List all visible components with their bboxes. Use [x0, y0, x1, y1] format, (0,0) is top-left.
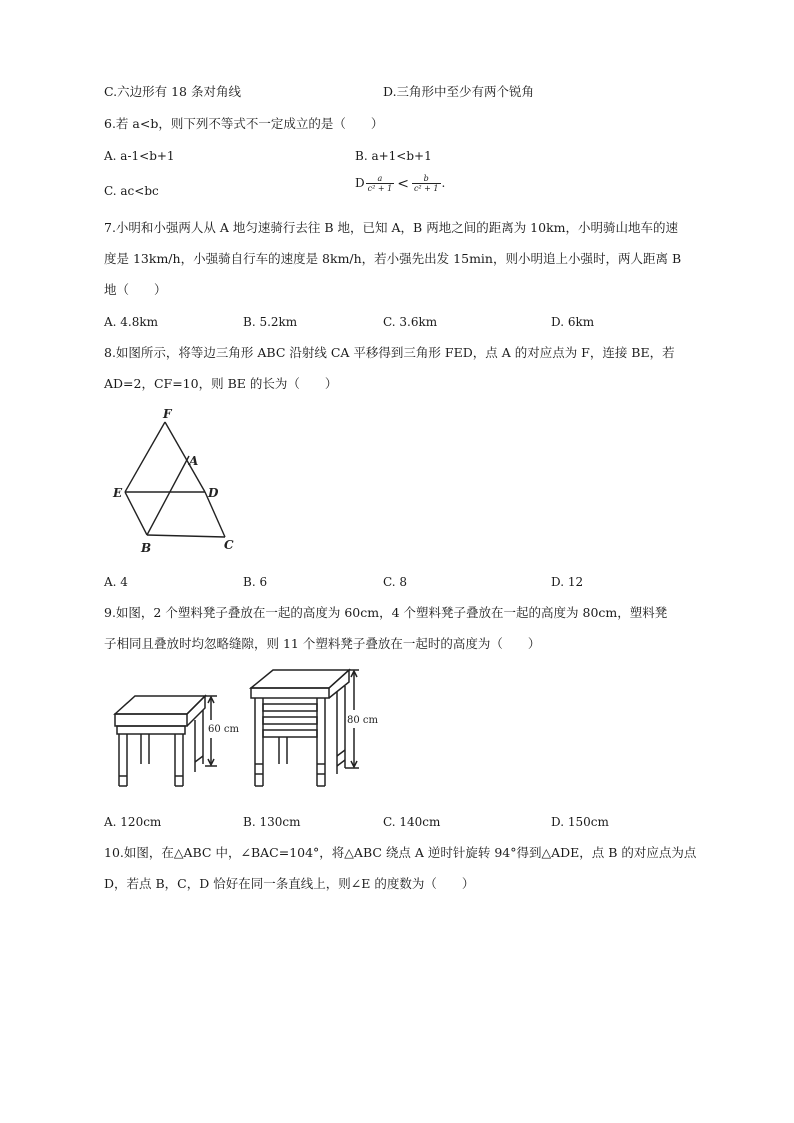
q9-option-b: B. 130cm	[243, 815, 301, 829]
fraction-a: $\frac{a}{\text{c² + 1}}$	[367, 174, 393, 193]
q7-stem-line3: 地（ ）	[104, 282, 167, 297]
label-80cm: 80 cm	[347, 715, 378, 726]
edge-be	[125, 492, 147, 535]
q10-stem-line2: D，若点 B，C，D 恰好在同一条直线上，则∠E 的度数为（ ）	[104, 876, 475, 891]
q8-option-b: B. 6	[243, 575, 268, 589]
less-than-sign: <	[397, 175, 409, 192]
label-e: E	[113, 486, 123, 500]
q6-stem: 6.若 a<b，则下列不等式不一定成立的是（ ）	[104, 116, 384, 131]
q8-stem-line1: 8.如图所示，将等边三角形 ABC 沿射线 CA 平移得到三角形 FED，点 A 的对应点为 F，连接 BE，若	[104, 345, 675, 360]
q7-option-a: A. 4.8km	[104, 315, 159, 329]
label-b: B	[141, 541, 152, 555]
triangle-translation-figure	[105, 402, 245, 560]
stool-top-seat-2	[251, 670, 349, 688]
q6-option-d	[355, 174, 445, 193]
q10-stem-line1: 10.如图，在△ABC 中，∠BAC=104°，将△ABC 绕点 A 逆时针旋转 94°得到△ADE，点 B 的对应点为点	[104, 845, 697, 860]
two-stool-stack	[115, 696, 205, 786]
label-60cm: 60 cm	[208, 724, 239, 735]
stacked-stools-figure	[105, 668, 395, 794]
q6-option-a: A. a-1<b+1	[104, 149, 175, 163]
q7-option-d: D. 6km	[551, 315, 595, 329]
fraction-b: $\frac{b}{\text{c² + 1}}$	[413, 174, 439, 193]
q8-option-c: C. 8	[383, 575, 408, 589]
figure-lines	[125, 422, 225, 537]
q7-option-c: C. 3.6km	[383, 315, 438, 329]
q9-stem-line1: 9.如图，2 个塑料凳子叠放在一起的高度为 60cm，4 个塑料凳子叠放在一起的高度为 80cm，塑料凳	[104, 605, 668, 620]
label-f: F	[163, 407, 172, 421]
q9-stem-line2: 子相同且叠放时均忽略缝隙，则 11 个塑料凳子叠放在一起时的高度为（ ）	[104, 636, 541, 651]
q7-stem-line2: 度是 13km/h，小强骑自行车的速度是 8km/h，若小强先出发 15min，则小明追上小强时，两人距离 B	[104, 251, 682, 266]
q9-option-c: C. 140cm	[383, 815, 441, 829]
q5-option-c: C.六边形有 18 条对角线	[104, 84, 241, 99]
stool-top-seat	[115, 696, 205, 714]
q7-option-b: B. 5.2km	[243, 315, 298, 329]
q6-option-b: B. a+1<b+1	[355, 149, 432, 163]
edge-fd	[165, 422, 205, 492]
q7-stem-line1: 7.小明和小强两人从 A 地匀速骑行去往 B 地，已知 A，B 两地之间的距离为 10km，小明骑山地车的速	[104, 220, 679, 235]
q6-option-d-prefix: D	[355, 176, 365, 190]
q8-stem-line2: AD=2，CF=10，则 BE 的长为（ ）	[104, 376, 338, 391]
q8-option-d: D. 12	[551, 575, 584, 589]
edge-fe	[125, 422, 165, 492]
q9-option-a: A. 120cm	[104, 815, 162, 829]
q6-option-d-suffix: .	[441, 176, 446, 190]
four-stool-stack	[251, 670, 349, 786]
label-d: D	[208, 486, 219, 500]
q8-option-a: A. 4	[104, 575, 128, 589]
edge-ba	[147, 456, 189, 535]
q5-option-d: D.三角形中至少有两个锐角	[383, 84, 535, 99]
q9-option-d: D. 150cm	[551, 815, 609, 829]
q6-option-c: C. ac<bc	[104, 184, 159, 198]
label-c: C	[224, 538, 234, 552]
label-a: A	[189, 454, 199, 468]
edge-bc	[147, 535, 225, 537]
